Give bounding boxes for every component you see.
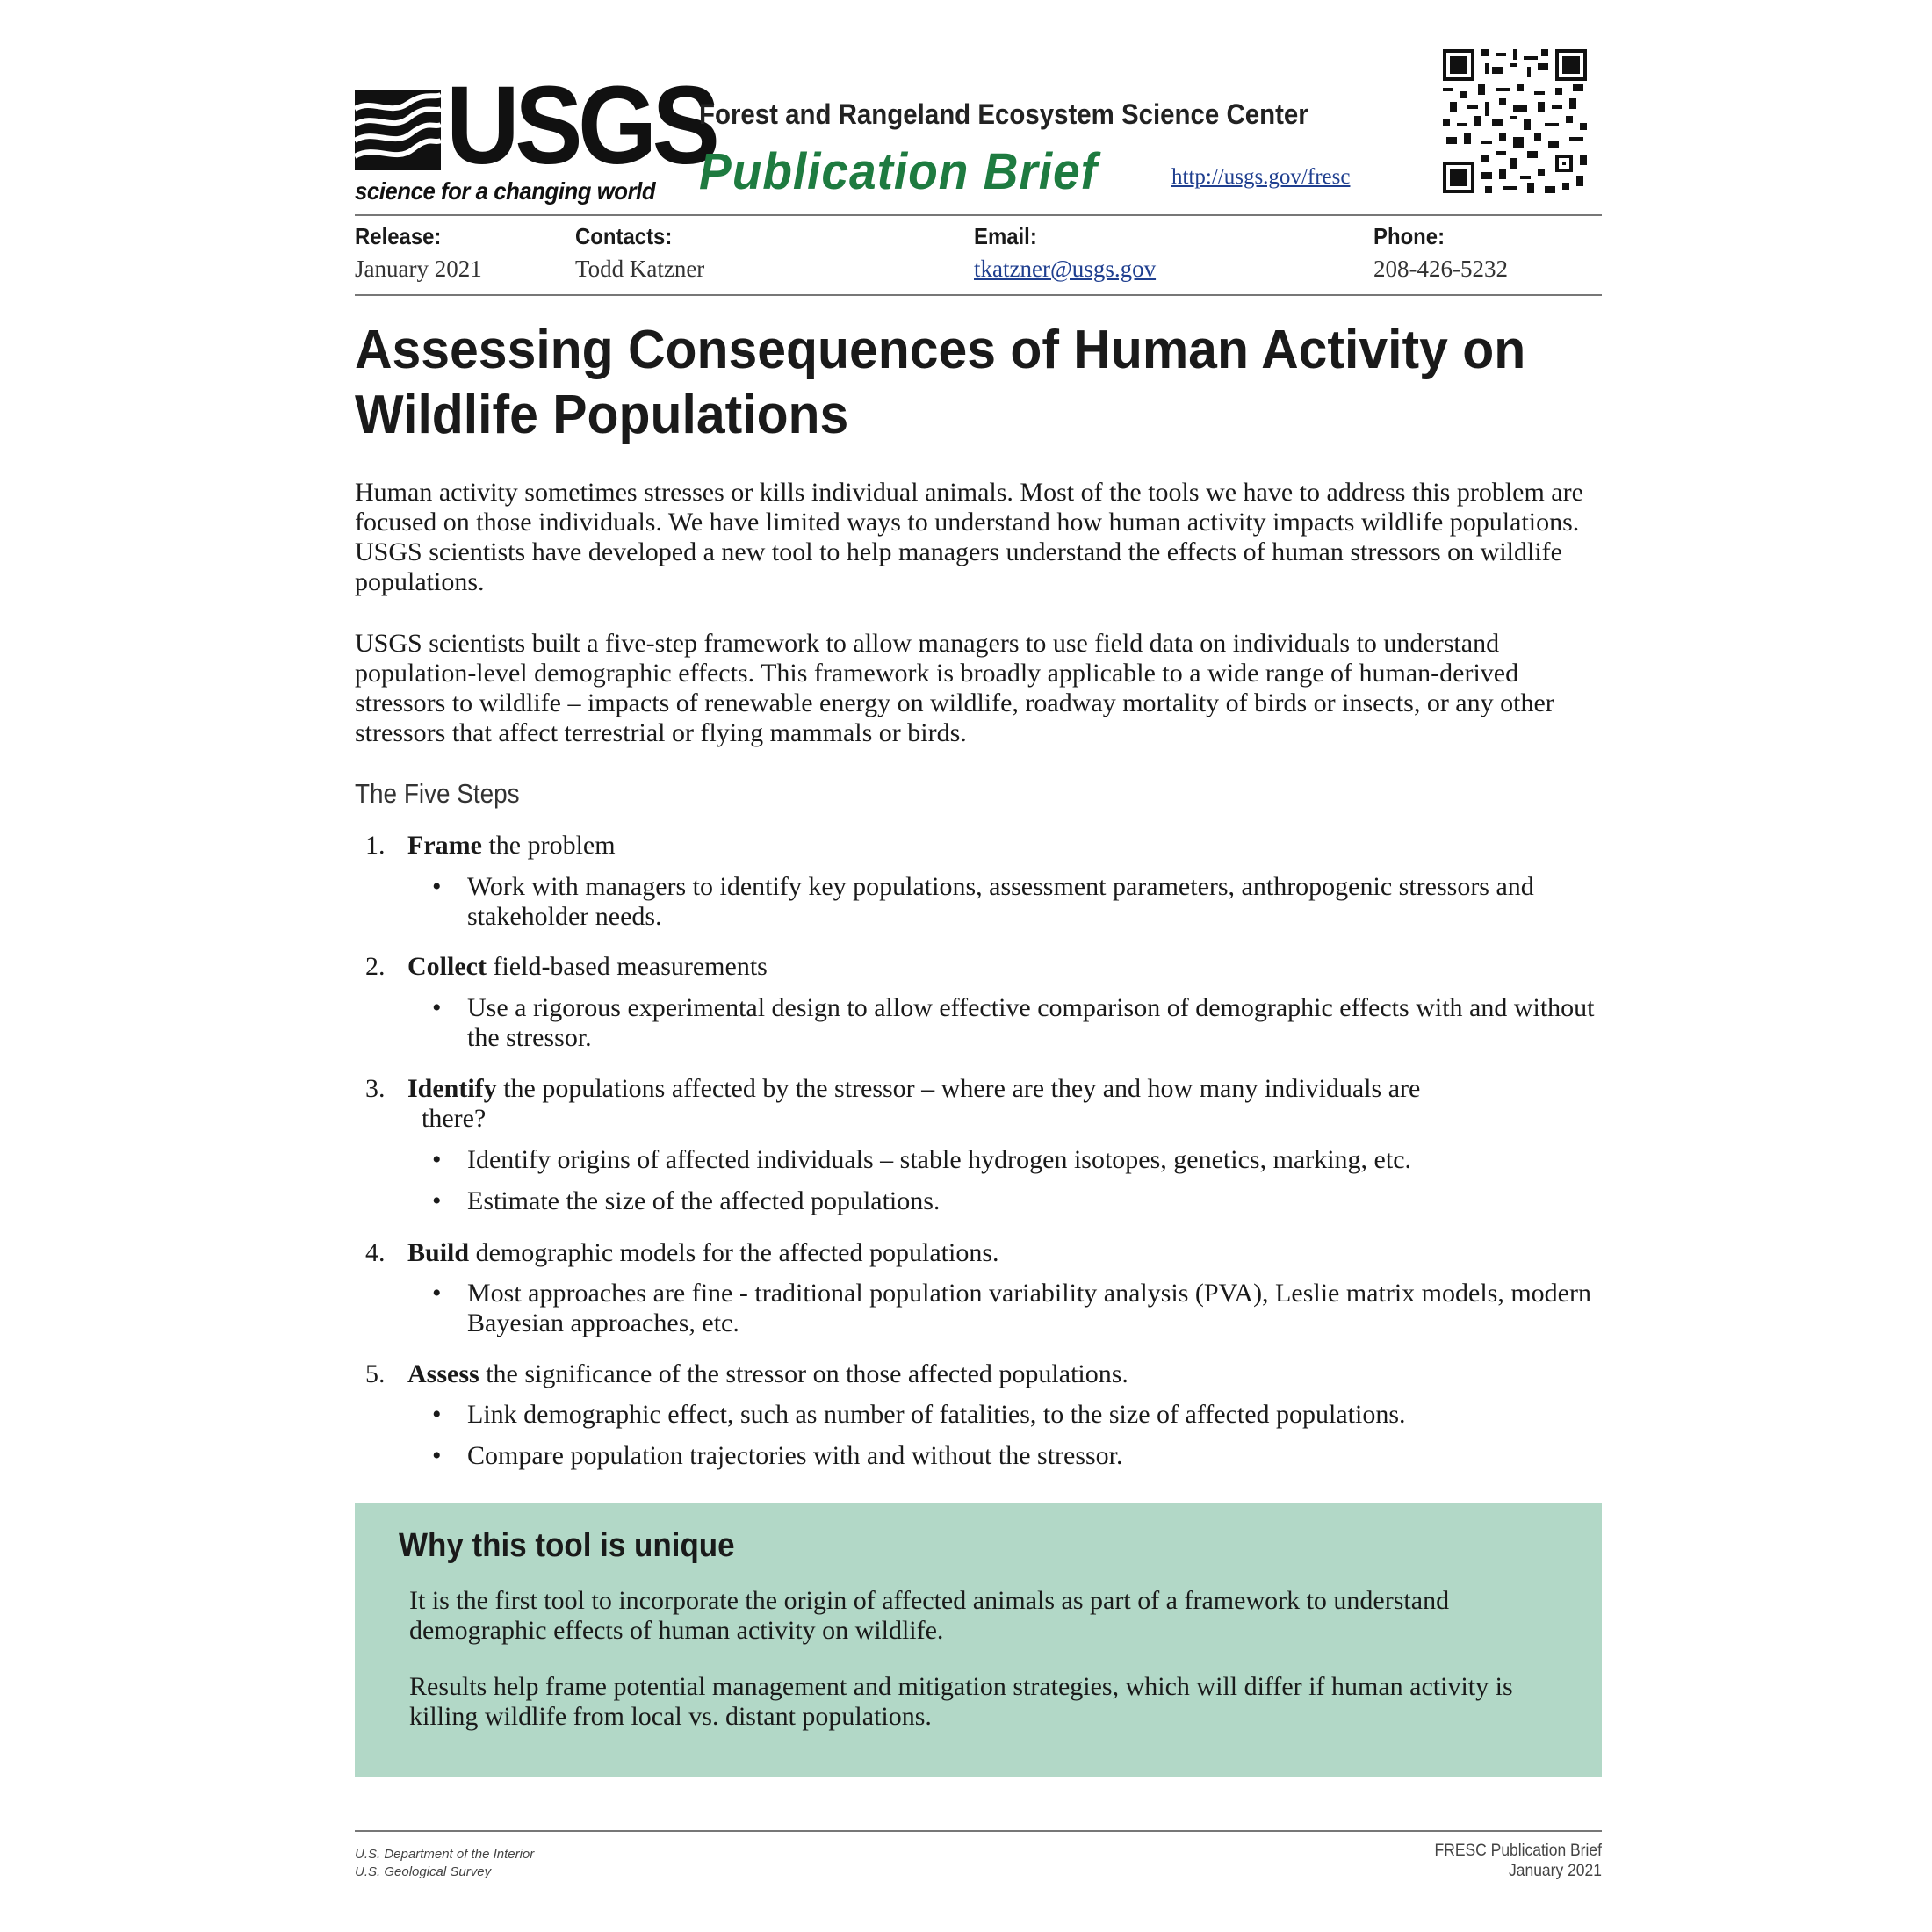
email-field	[974, 223, 1156, 283]
footer-agency: U.S. Geological Survey	[355, 1864, 492, 1879]
qr-code-icon[interactable]	[1443, 49, 1587, 193]
page-title	[355, 318, 1539, 448]
bullet-icon: •	[432, 1441, 442, 1470]
bullet-icon: •	[432, 1145, 442, 1174]
callout-paragraph-2: Results help frame potential management and mitigation strategies, which will differ if human activity is killing wildlife from local vs. distant populations.	[409, 1672, 1513, 1731]
footer-series: FRESC Publication Brief	[1434, 1842, 1602, 1860]
email-label: Email:	[974, 223, 1037, 249]
bullet-icon: •	[432, 1400, 442, 1429]
step-keyword: Identify	[407, 1074, 497, 1103]
footer-left	[355, 1846, 534, 1881]
step-number: 3.	[365, 1074, 386, 1103]
usgs-wordmark: USGS	[446, 63, 716, 187]
header-rule-bottom	[355, 294, 1602, 296]
footer-department: U.S. Department of the Interior	[355, 1847, 535, 1862]
intro-paragraph-2: USGS scientists built a five-step framework to allow managers to use field data on individuals to understand population-level demographic effects. This framework is broadly applicable to a wide range of human-derived stressors to wildlife – impacts of renewable energy on wildlife, roadway mortality of birds or insects, or any other stressors that affect terrestrial or flying mammals or birds.	[355, 629, 1554, 747]
usgs-wave-icon	[355, 90, 441, 170]
center-name: Forest and Rangeland Ecosystem Science Center	[699, 98, 1308, 130]
contacts-value: Todd Katzner	[575, 256, 705, 282]
footer-date: January 2021	[1509, 1862, 1602, 1880]
footer-right	[1435, 1841, 1602, 1881]
bullet-icon: •	[432, 872, 442, 901]
callout-title: Why this tool is unique	[399, 1527, 735, 1564]
bullet-text: Link demographic effect, such as number of fatalities, to the size of affected populations.	[467, 1400, 1406, 1429]
release-value: January 2021	[355, 256, 482, 282]
step-keyword: Build	[407, 1238, 470, 1267]
step-text: the populations affected by the stressor – where are they and how many individuals are	[496, 1074, 1421, 1103]
release-label: Release:	[355, 223, 442, 249]
step-text: the significance of the stressor on those affected populations.	[479, 1359, 1128, 1388]
usgs-tagline: science for a changing world	[355, 177, 656, 205]
bullet-icon: •	[432, 1279, 442, 1308]
usgs-logo[interactable]	[355, 63, 716, 207]
step-text: demographic models for the affected populations.	[469, 1238, 999, 1267]
email-link[interactable]: tkatzner@usgs.gov	[974, 256, 1157, 282]
step-keyword: Frame	[407, 831, 482, 860]
step-text-continued: there?	[422, 1104, 487, 1133]
contacts-field	[575, 223, 704, 283]
bullet-text: Estimate the size of the affected populations.	[467, 1186, 941, 1215]
step-number: 4.	[365, 1238, 386, 1267]
step-number: 5.	[365, 1359, 386, 1388]
contacts-label: Contacts:	[575, 223, 673, 249]
footer-rule	[355, 1830, 1602, 1832]
callout-paragraph-1: It is the first tool to incorporate the origin of affected animals as part of a framework to understand demographic effects of human activity on wildlife.	[409, 1586, 1450, 1645]
fresc-link[interactable]: http://usgs.gov/fresc	[1171, 165, 1351, 189]
step-keyword: Assess	[407, 1359, 479, 1388]
title-line-1: Assessing Consequences of Human Activity on	[355, 320, 1526, 380]
step-number: 2.	[365, 952, 386, 981]
bullet-text: Most approaches are fine - traditional population variability analysis (PVA), Leslie matrix models, modern Bayesian approaches, etc.	[467, 1279, 1591, 1337]
bullet-text: Identify origins of affected individuals – stable hydrogen isotopes, genetics, marking, etc.	[467, 1145, 1412, 1174]
step-keyword: Collect	[407, 952, 487, 981]
header-rule-top	[355, 214, 1602, 216]
callout-box	[355, 1503, 1602, 1777]
doc-type-title: Publication Brief	[699, 143, 1098, 200]
step-text: the problem	[481, 831, 616, 860]
intro-paragraph-1: Human activity sometimes stresses or kills individual animals. Most of the tools we have to address this problem are focused on those individuals. We have limited ways to understand how human activity impacts wildlife populations. USGS scientists have developed a new tool to help managers understand the effects of human stressors on wildlife populations.	[355, 478, 1583, 596]
bullet-icon: •	[432, 993, 442, 1022]
bullet-icon: •	[432, 1186, 442, 1215]
phone-label: Phone:	[1373, 223, 1445, 249]
steps-heading: The Five Steps	[355, 778, 520, 809]
step-number: 1.	[365, 831, 386, 860]
bullet-text: Compare population trajectories with and without the stressor.	[467, 1441, 1123, 1470]
title-line-2: Wildlife Populations	[355, 385, 849, 445]
phone-field	[1373, 223, 1508, 283]
release-field	[355, 223, 482, 283]
phone-value: 208-426-5232	[1373, 256, 1508, 282]
bullet-text: Work with managers to identify key populations, assessment parameters, anthropogenic stressors and stakeholder needs.	[467, 872, 1534, 931]
bullet-text: Use a rigorous experimental design to allow effective comparison of demographic effects with and without the stressor.	[467, 993, 1595, 1052]
step-text: field-based measurements	[486, 952, 768, 981]
